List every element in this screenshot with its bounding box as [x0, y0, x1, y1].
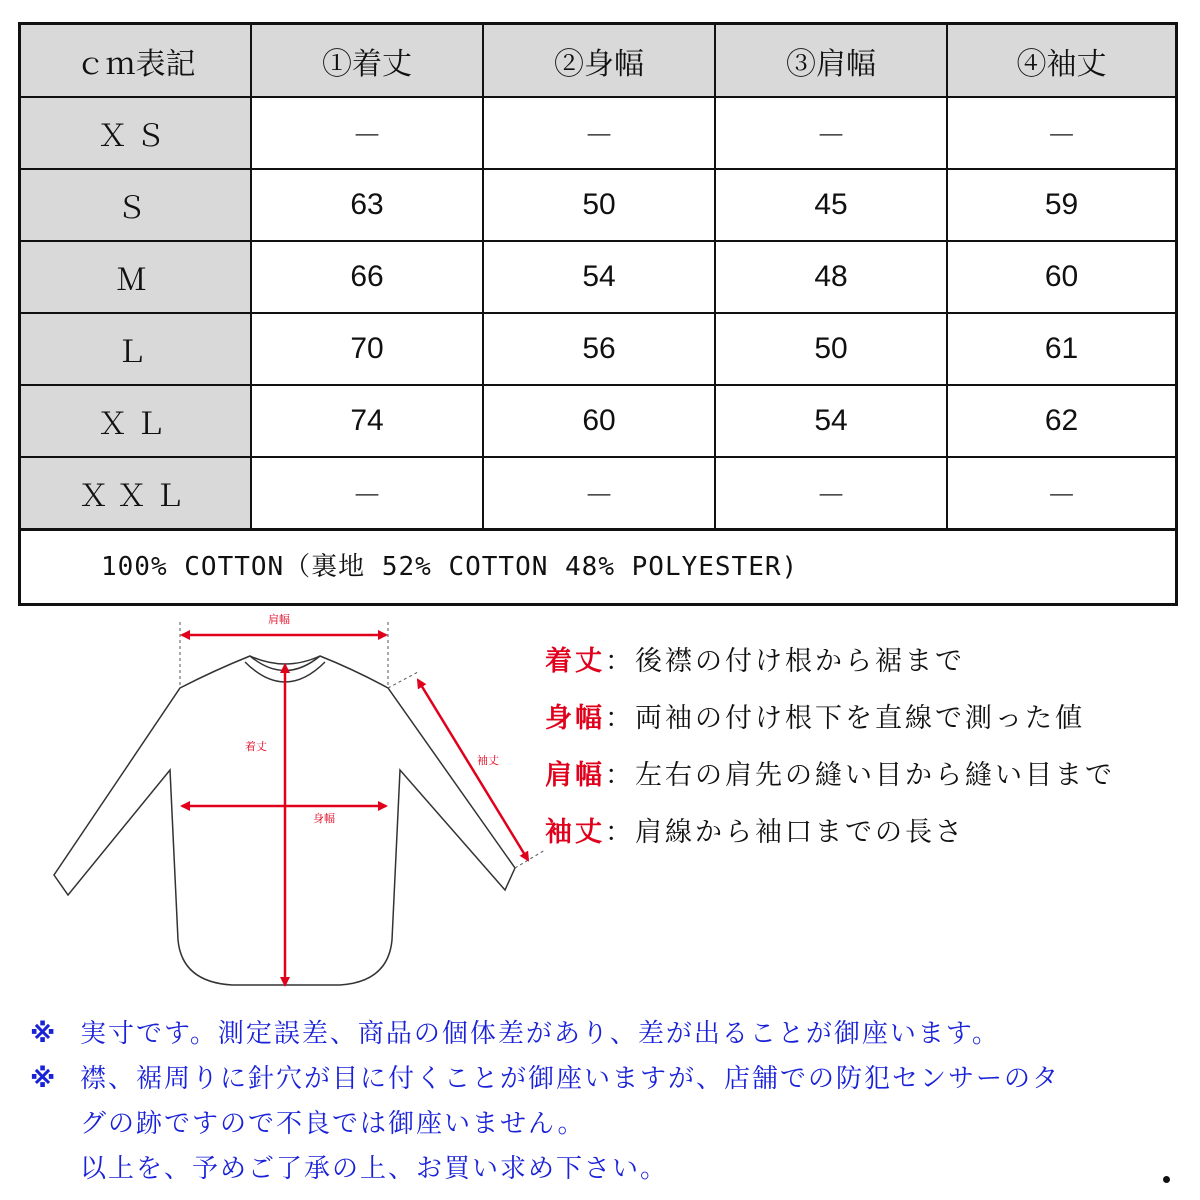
note-text: 実寸です。測定誤差、商品の個体差があり、差が出ることが御座います。	[80, 1019, 1000, 1049]
note-text: グの跡ですので不良では御座いません。	[80, 1109, 586, 1139]
note-line	[30, 1012, 1190, 1057]
note-mark: ※	[30, 1019, 58, 1049]
size-table	[21, 25, 1175, 530]
cell-value: －	[715, 457, 947, 529]
cell-value: 60	[947, 241, 1175, 313]
legend-term: 袖丈	[545, 817, 605, 848]
note-line	[30, 1102, 1190, 1147]
table-row	[21, 169, 1175, 241]
cell-value: 66	[251, 241, 483, 313]
material-composition: 100% COTTON（裏地 52% COTTON 48% POLYESTER)	[21, 528, 1175, 603]
size-label: Ｌ	[21, 313, 251, 385]
legend-desc: ：後襟の付け根から裾まで	[605, 646, 965, 677]
sleeve-length-line	[418, 680, 528, 860]
cell-value: 56	[483, 313, 715, 385]
measurement-legend	[545, 640, 1175, 868]
cell-value: 48	[715, 241, 947, 313]
cell-value: 63	[251, 169, 483, 241]
table-row	[21, 457, 1175, 529]
note-line	[30, 1057, 1190, 1102]
table-row	[21, 385, 1175, 457]
legend-item	[545, 640, 1175, 697]
legend-term: 肩幅	[545, 760, 605, 791]
diagram-label-sleeve: 袖丈	[477, 754, 499, 767]
header-sleeve: ④袖丈	[947, 25, 1175, 97]
diagram-label-shoulder: 肩幅	[268, 613, 290, 626]
size-label: Ｍ	[21, 241, 251, 313]
cell-value: 54	[483, 241, 715, 313]
legend-term: 着丈	[545, 646, 605, 677]
legend-desc: ：肩線から袖口までの長さ	[605, 817, 965, 848]
note-text: 以上を、予めご了承の上、お買い求め下さい。	[80, 1154, 669, 1184]
corner-dot	[1163, 1176, 1170, 1183]
note-line	[30, 1147, 1190, 1192]
cell-value: 50	[483, 169, 715, 241]
header-shoulder: ③肩幅	[715, 25, 947, 97]
cell-value: 50	[715, 313, 947, 385]
table-row	[21, 97, 1175, 169]
notes	[30, 1012, 1190, 1192]
diagram-label-width: 身幅	[313, 812, 335, 825]
table-row	[21, 313, 1175, 385]
cell-value: －	[715, 97, 947, 169]
cell-value: 45	[715, 169, 947, 241]
header-width: ②身幅	[483, 25, 715, 97]
cell-value: 54	[715, 385, 947, 457]
cell-value: 60	[483, 385, 715, 457]
header-length: ①着丈	[251, 25, 483, 97]
cell-value: 74	[251, 385, 483, 457]
size-chart	[18, 22, 1178, 606]
size-label: Ｓ	[21, 169, 251, 241]
size-label: ＸＬ	[21, 385, 251, 457]
cell-value: －	[947, 97, 1175, 169]
cell-value: 59	[947, 169, 1175, 241]
cell-value: 70	[251, 313, 483, 385]
legend-item	[545, 754, 1175, 811]
size-label: ＸＸＬ	[21, 457, 251, 529]
cell-value: 61	[947, 313, 1175, 385]
note-mark: ※	[30, 1064, 58, 1094]
legend-item	[545, 697, 1175, 754]
header-cm-label: ｃｍ表記	[21, 25, 251, 97]
cell-value: －	[483, 457, 715, 529]
cell-value: －	[483, 97, 715, 169]
table-row	[21, 241, 1175, 313]
legend-desc: ：左右の肩先の縫い目から縫い目まで	[605, 760, 1115, 791]
diagram-label-length: 着丈	[245, 740, 267, 753]
header-row	[21, 25, 1175, 97]
legend-term: 身幅	[545, 703, 605, 734]
note-text: 襟、裾周りに針穴が目に付くことが御座いますが、店舗での防犯センサーのタ	[80, 1064, 1061, 1094]
size-label: ＸＳ	[21, 97, 251, 169]
cell-value: －	[251, 97, 483, 169]
cell-value: －	[251, 457, 483, 529]
legend-desc: ：両袖の付け根下を直線で測った値	[605, 703, 1085, 734]
shirt-measurement-diagram	[40, 610, 560, 1000]
cell-value: 62	[947, 385, 1175, 457]
legend-item	[545, 811, 1175, 868]
cell-value: －	[947, 457, 1175, 529]
